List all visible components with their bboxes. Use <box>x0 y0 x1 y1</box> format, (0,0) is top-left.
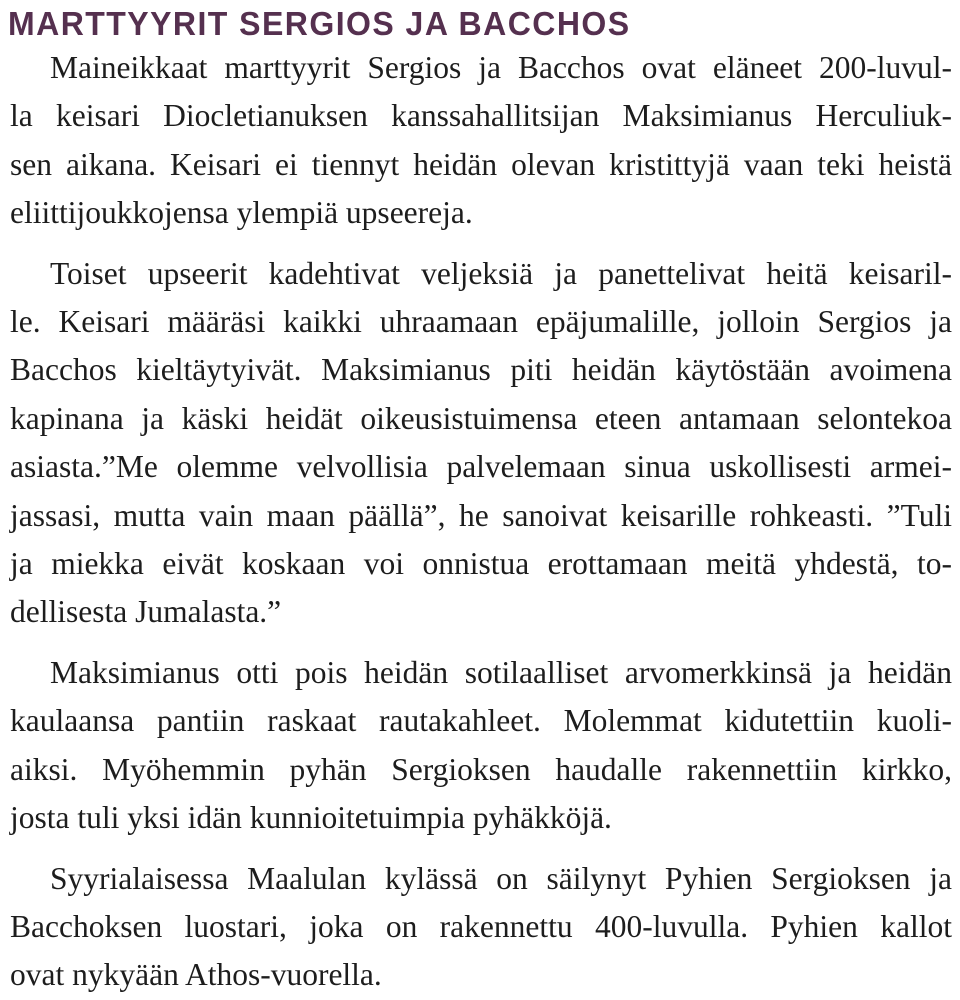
text-line: Maineikkaat marttyyrit Sergios ja Bacchos ovat eläneet 200-luvul- <box>50 50 952 85</box>
text-line: Syyrialaisessa Maalulan kylässä on säilynyt Pyhien Sergioksen ja <box>50 860 952 896</box>
paragraph-4 <box>10 855 952 1000</box>
text-line: eliittijoukkojensa ylempiä upseereja. <box>10 195 473 231</box>
text-line: Maksimianus otti pois heidän sotilaalliset arvomerkkinsä ja heidän <box>50 654 952 690</box>
page-title: MARTTYYRIT SERGIOS JA BACCHOS <box>8 5 631 42</box>
document-page <box>10 4 952 1000</box>
text-line: josta tuli yksi idän kunnioitetuimpia pyhäkköjä. <box>10 800 612 836</box>
text-line: jassasi, mutta vain maan päällä”, he sanoivat keisarille rohkeasti. ”Tuli <box>10 497 952 533</box>
text-line: Bacchos kieltäytyivät. Maksimianus piti heidän käytöstään avoimena <box>10 352 952 388</box>
paragraph-3 <box>10 649 952 843</box>
text-line: Toiset upseerit kadehtivat veljeksiä ja panettelivat heitä keisaril- <box>50 255 952 291</box>
text-line: aiksi. Myöhemmin pyhän Sergioksen haudalle rakennettiin kirkko, <box>10 751 952 787</box>
text-line: le. Keisari määräsi kaikki uhraamaan epäjumalille, jolloin Sergios ja <box>10 304 952 340</box>
text-line: ja miekka eivät koskaan voi onnistua erottamaan meitä yhdestä, to- <box>10 546 952 582</box>
article-body <box>10 44 952 1000</box>
text-line: kaulaansa pantiin raskaat rautakahleet. Molemmat kidutettiin kuoli- <box>10 703 952 739</box>
text-line: ovat nykyään Athos-vuorella. <box>10 957 382 993</box>
paragraph-2 <box>10 250 952 637</box>
text-line: asiasta.”Me olemme velvollisia palvelemaan sinua uskollisesti armei- <box>10 449 952 485</box>
text-line: kapinana ja käski heidät oikeusistuimensa eteen antamaan selontekoa <box>10 400 952 436</box>
text-line: sen aikana. Keisari ei tiennyt heidän olevan kristittyjä vaan teki heistä <box>10 146 952 182</box>
text-line: Bacchoksen luostari, joka on rakennettu 400-luvulla. Pyhien kallot <box>10 908 952 944</box>
text-line: dellisesta Jumalasta.” <box>10 594 282 630</box>
paragraph-1 <box>10 44 952 238</box>
text-line: la keisari Diocletianuksen kanssahallitsijan Maksimianus Herculiuk- <box>10 98 952 134</box>
